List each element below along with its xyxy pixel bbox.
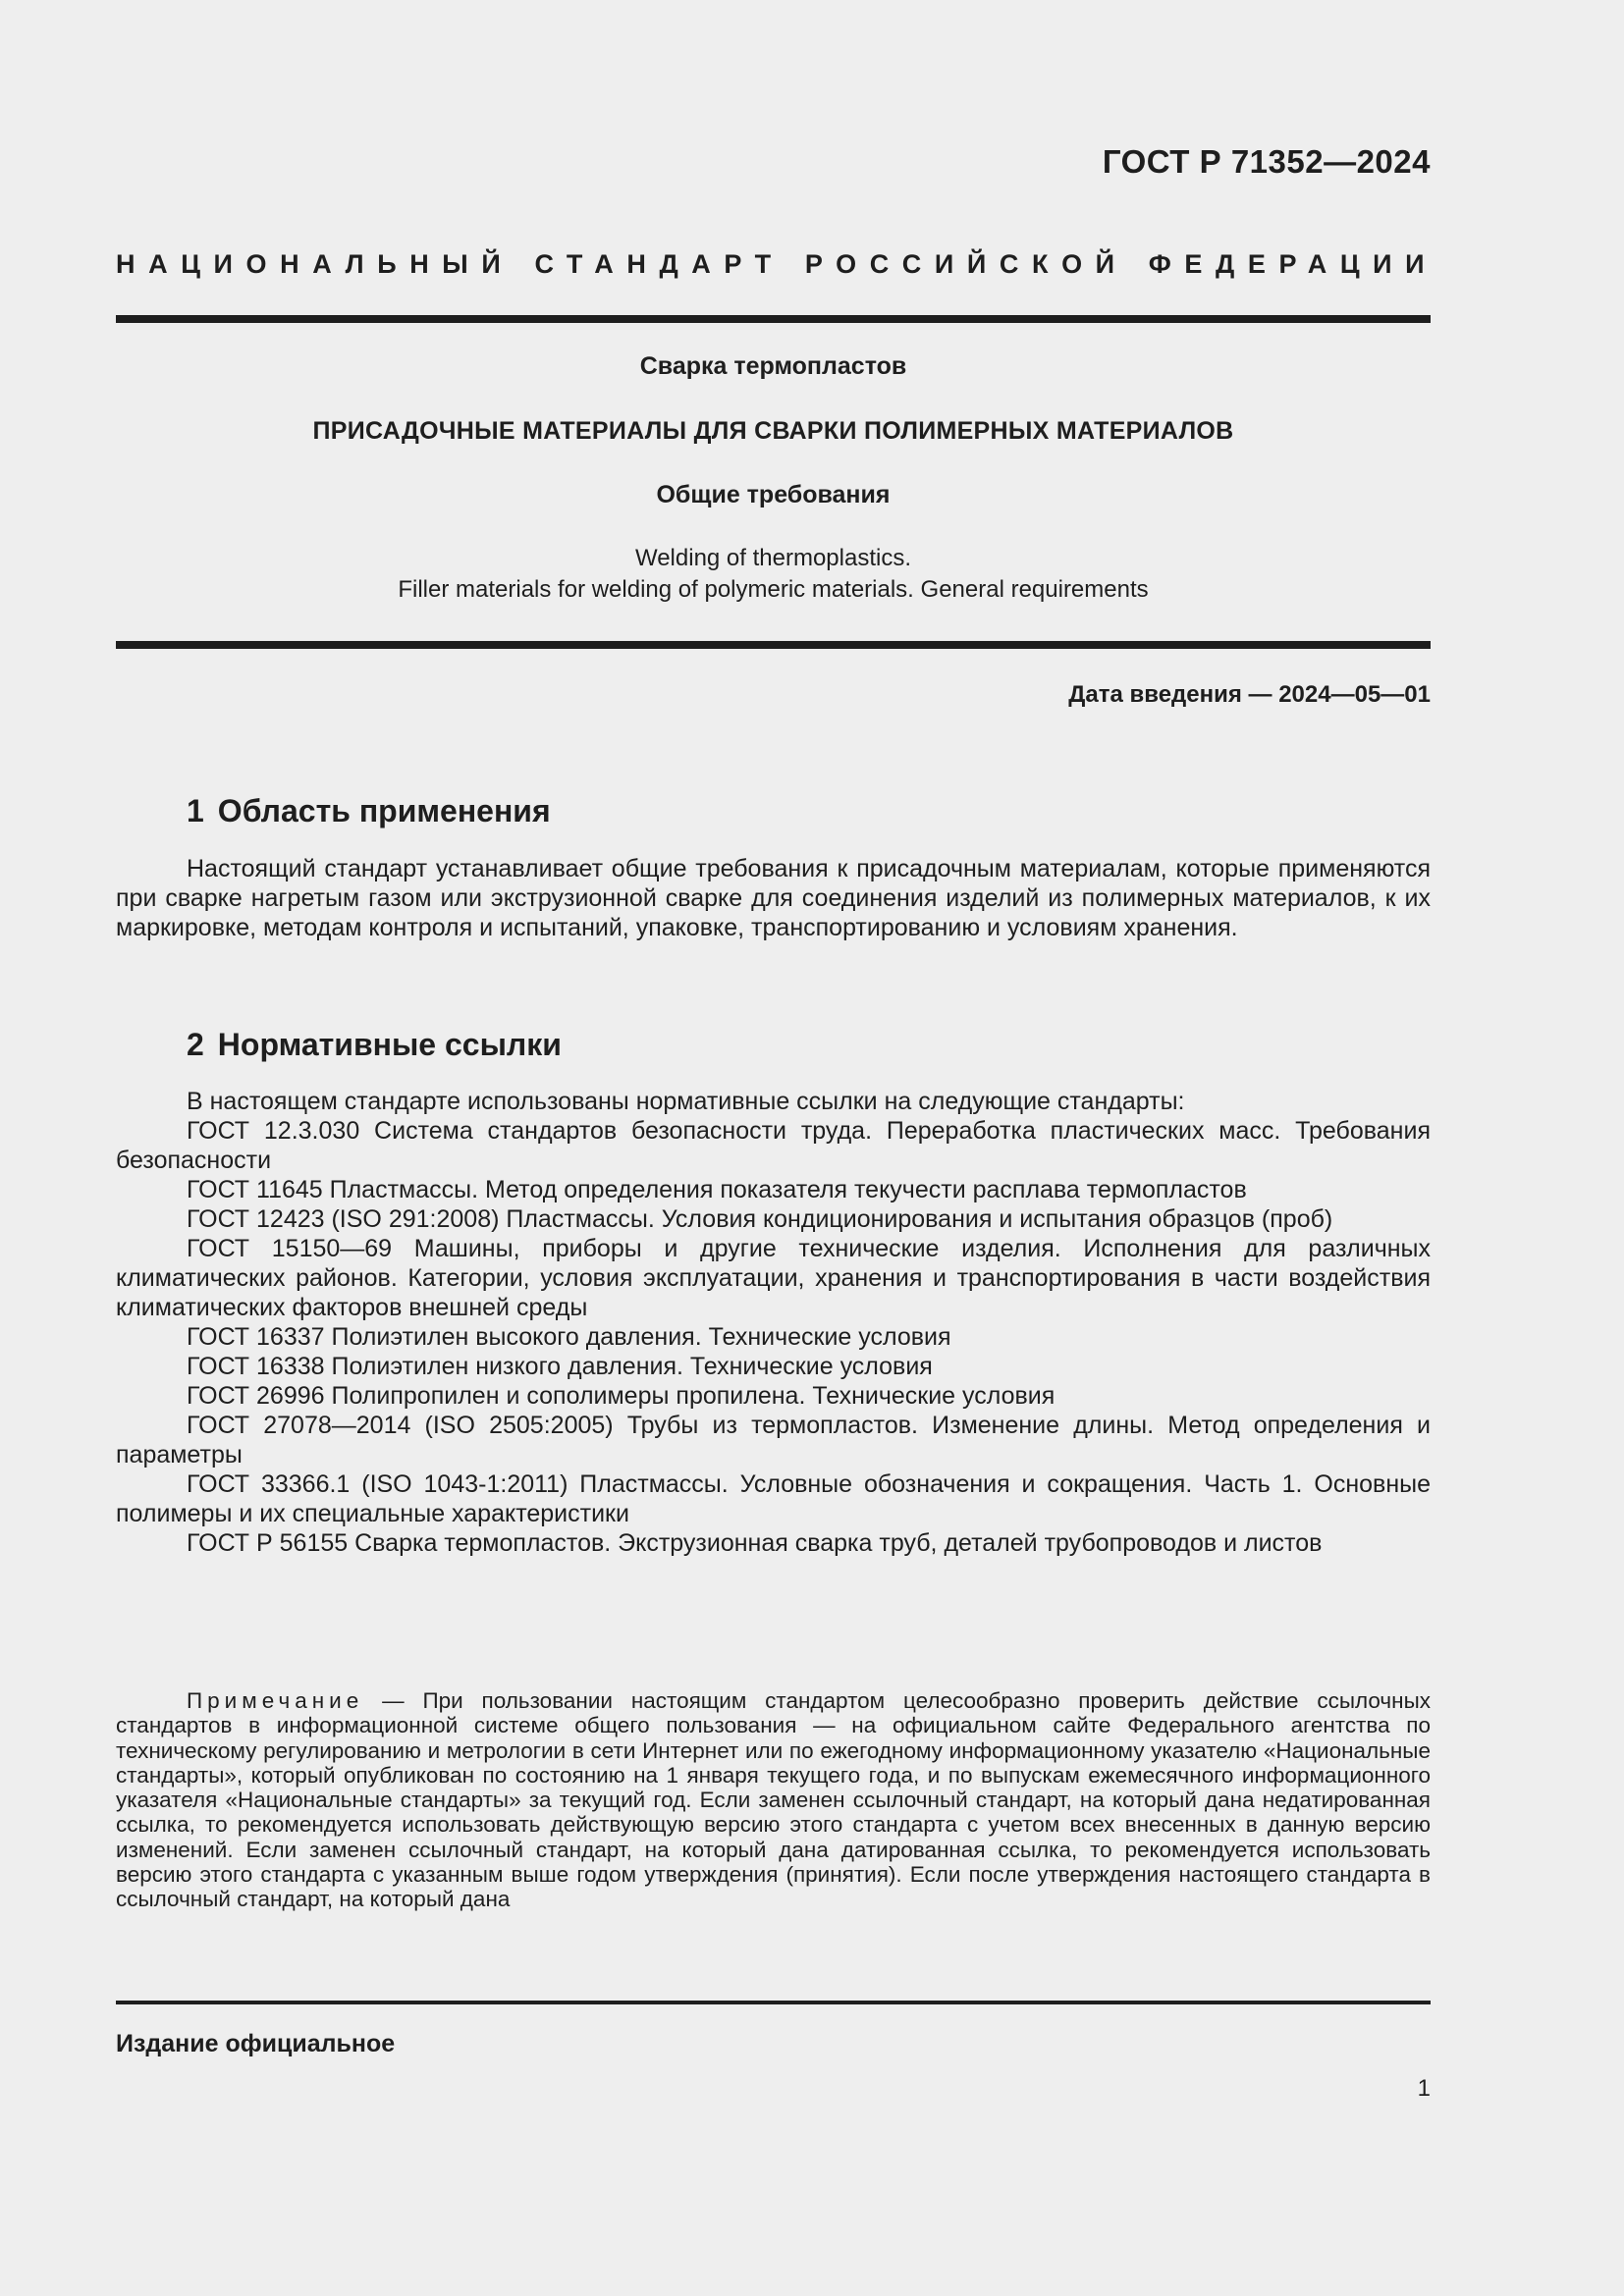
section-2-body — [116, 1087, 1431, 1558]
references-note — [116, 1688, 1431, 1912]
title-subtitle: Сварка термопластов — [639, 352, 907, 380]
reference-item: ГОСТ 33366.1 (ISO 1043-1:2011) Пластмассы. Условные обозначения и сокращения. Часть 1. Основные полимеры и их специальные характеристики — [116, 1470, 1431, 1527]
reference-item: ГОСТ 16338 Полиэтилен низкого давления. Технические условия — [187, 1353, 933, 1380]
title-english-line2: Filler materials for welding of polymeric materials. General requirements — [398, 576, 1149, 603]
section-1-body — [116, 854, 1431, 942]
page-number: 1 — [1417, 2075, 1431, 2102]
title-requirements: Общие требования — [656, 481, 891, 508]
section-number: 2 — [187, 1027, 204, 1062]
reference-item: ГОСТ Р 56155 Сварка термопластов. Экструзионная сварка труб, деталей трубопроводов и листов — [187, 1529, 1323, 1557]
reference-item: ГОСТ 12.3.030 Система стандартов безопасности труда. Переработка пластических масс. Требования безопасности — [116, 1117, 1431, 1174]
national-standard-heading: НАЦИОНАЛЬНЫЙ СТАНДАРТ РОССИЙСКОЙ ФЕДЕРАЦИИ — [116, 249, 1438, 279]
top-rule — [116, 315, 1431, 323]
reference-item: ГОСТ 12423 (ISO 291:2008) Пластмассы. Условия кондиционирования и испытания образцов (проб) — [187, 1205, 1333, 1233]
scope-paragraph: Настоящий стандарт устанавливает общие требования к присадочным материалам, которые применяются при сварке нагретым газом или экструзионной сварке для соединения изделий из полимерных материалов, к их маркировке, методам контроля и испытаний, упаковке, транспортированию и условиям хранения. — [116, 855, 1431, 941]
note-text: — При пользовании настоящим стандартом целесообразно проверить действие ссылочных стандартов в информационной системе общего пользования — на официальном сайте Федерального агентства по техническому регулированию и метрологии в сети Интернет или по ежегодному информационному указателю «Национальные стандарты», который опубликован по состоянию на 1 января текущего года, и по выпускам ежемесячного информационного указателя «Национальные стандарты» за текущий год. Если заменен ссылочный стандарт, на который дана недатированная ссылка, то рекомендуется использовать действующую версию этого стандарта с учетом всех внесенных в данную версию изменений. Если заменен ссылочный стандарт, на который дана датированная ссылка, то рекомендуется использовать версию этого стандарта с указанным выше годом утверждения (принятия). Если после утверждения настоящего стандарта в ссылочный стандарт, на который дана — [116, 1688, 1431, 1912]
title-english — [116, 543, 1431, 606]
document-page — [116, 0, 1438, 2296]
section-number: 1 — [187, 793, 204, 828]
references-intro: В настоящем стандарте использованы нормативные ссылки на следующие стандарты: — [187, 1088, 1185, 1115]
note-label: Примечание — [187, 1688, 364, 1713]
reference-item: ГОСТ 15150—69 Машины, приборы и другие технические изделия. Исполнения для различных климатических районов. Категории, условия эксплуатации, хранения и транспортирования в части воздействия климатических факторов внешней среды — [116, 1235, 1431, 1321]
section-2-heading — [187, 1027, 562, 1063]
official-edition-label: Издание официальное — [116, 2030, 396, 2057]
section-title: Область применения — [217, 793, 551, 828]
section-title: Нормативные ссылки — [217, 1027, 562, 1062]
section-1-heading — [187, 793, 551, 829]
footer-rule — [116, 2001, 1431, 2004]
title-english-line1: Welding of thermoplastics. — [634, 545, 911, 571]
title-main: ПРИСАДОЧНЫЕ МАТЕРИАЛЫ ДЛЯ СВАРКИ ПОЛИМЕРНЫХ МАТЕРИАЛОВ — [312, 417, 1234, 445]
reference-item: ГОСТ 27078—2014 (ISO 2505:2005) Трубы из термопластов. Изменение длины. Метод определения и параметры — [116, 1412, 1431, 1468]
reference-item: ГОСТ 16337 Полиэтилен высокого давления. Технические условия — [187, 1323, 951, 1351]
introduction-date: Дата введения — 2024—05—01 — [1068, 681, 1431, 708]
standard-designation: ГОСТ Р 71352—2024 — [1102, 143, 1431, 180]
title-bottom-rule — [116, 641, 1431, 649]
reference-item: ГОСТ 11645 Пластмассы. Метод определения показателя текучести расплава термопластов — [187, 1176, 1247, 1203]
reference-item: ГОСТ 26996 Полипропилен и сополимеры пропилена. Технические условия — [187, 1382, 1056, 1410]
